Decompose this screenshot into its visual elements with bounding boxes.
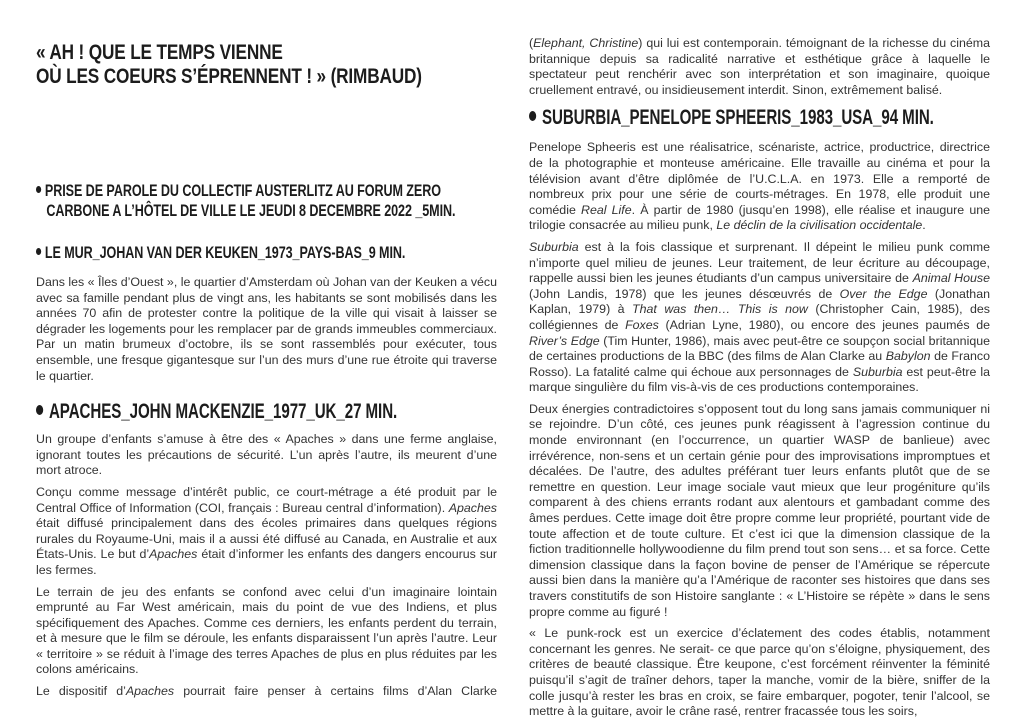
text-run: (Tim Hunter, 1986), mais avec peut-être ce soupçon social britannique de certaines productions de la BBC (des films de Alan Clarke au xyxy=(529,333,990,364)
film-title: Real Life xyxy=(581,202,632,217)
paragraph-suburbia xyxy=(529,240,990,396)
paragraph-le-mur: Dans les « Îles d’Ouest », le quartier d’Amsterdam où Johan van der Keuken a vécu avec sa famille pendant plus de vingt ans, les habitants se sont mobilisés dans les années 70 afin de protester contre la politique de la ville qui visait à laisser se dégrader les logements pour les remplacer par de grands immeubles commerciaux. Par un matin brumeux d’octobre, ils se sont rassemblés pour exécuter, tous ensemble, une fresque gigantesque sur l’un des murs d’une rue étroite qui traverse le quartier. xyxy=(36,275,497,383)
right-column xyxy=(529,36,990,720)
text-run: est à la fois classique et surprenant. Il dépeint le milieu punk comme n’importe quel milieu de jeunes. Leur traitement, de leur écriture au découpage, rappelle aussi bien les jeunes étudiants d’un campus universitaire de xyxy=(529,239,990,286)
film-title: Apaches xyxy=(149,547,198,562)
paragraph-deux-energies: Deux énergies contradictoires s’opposent tout du long sans jamais communiquer ni se rejoindre. D’un côté, ces jeunes punk réagissent à l’agression continue du monde environnant (en l’occurrence, un quartier WASP de banlieue) avec irrévérence, non-sens et un certain génie pour des improvisations impromptues et décalées. De l’autre, des adultes préférant tuer leurs enfants plutôt que de se remettre en question. Leur image sociale vaut mieux que leur progéniture qu’ils comparent à des chiens errants rodant aux alentours et gambadant comme des âmes perdues. Cette image doit être propre comme leur propriété, pourtant vide de toute affection et de toute culture. Et c’est ici que la dimension classique de la fiction traditionnelle hollywoodienne du film prend tout son sens… et sa force. Cette dimension classique dans la façon bovine de penser de l’Amérique se répercute aussi bien dans la manière qu’a l’Amérique de raconter ses histoires que dans ses travers constitutifs de son Histoire sanglante : « L’Histoire se répète » dans le sens propre comme au figuré ! xyxy=(529,401,990,619)
text-run: (Christopher Cain, 1985), des collégiennes de xyxy=(529,302,990,332)
film-title: River’s Edge xyxy=(529,333,600,348)
text-run: (Adrian Lyne, 1980), ou encore des jeunes paumés de xyxy=(658,317,990,332)
title-line-1: « AH ! QUE LE TEMPS VIENNE xyxy=(36,41,283,64)
text-run: (John Landis, 1978) que les jeunes désœuvrés de xyxy=(529,286,840,301)
text-run: ) qui lui est contemporain. témoignant de la richesse du cinéma britannique depuis sa radicalité narrative et esthétique grâce à laquelle le spectateur peut renchérir avec son interprétation et son imaginaire, quoique cruellement entravé, ou insidieusement interdit. Sinon, extrêmement balisé. xyxy=(529,36,990,97)
film-title: Foxes xyxy=(625,317,659,332)
paragraph-apaches-4 xyxy=(36,684,497,700)
text-run: . xyxy=(922,218,926,233)
heading-le-mur xyxy=(36,243,406,263)
paragraph-apaches-2 xyxy=(36,485,497,579)
heading-line-2: CARBONE A L’HÔTEL DE VILLE LE JEUDI 8 DECEMBRE 2022 _5MIN. xyxy=(46,201,456,220)
film-title: Babylon xyxy=(885,349,931,364)
page-title xyxy=(36,41,422,89)
heading-prise-de-parole xyxy=(36,181,456,221)
text-run: . À partir de 1980 (jusqu’en 1998), elle réalise et inaugure une trilogie consacrée au milieu punk, xyxy=(529,202,991,233)
text-run: Le dispositif d’ xyxy=(36,684,126,699)
film-title: Suburbia xyxy=(852,364,903,379)
film-title: Animal House xyxy=(912,271,990,286)
heading-line-1: PRISE DE PAROLE DU COLLECTIF AUSTERLITZ AU FORUM ZERO xyxy=(44,181,441,200)
text-run: pourrait faire penser à certains films d’Alan Clarke xyxy=(174,684,497,699)
text-run: (Jonathan Kaplan, 1979) à xyxy=(529,286,990,317)
film-title: Suburbia xyxy=(529,239,579,254)
text-run: Conçu comme message d’intérêt public, ce court-métrage a été produit par le Central Office of Information (COI, français : Bureau central d’information). xyxy=(36,484,497,515)
film-title: That was then… This is now xyxy=(632,302,808,317)
bullet-icon xyxy=(36,248,41,255)
text-run: de Franco Rosso). La fatalité calme qui échoue aux personnages de xyxy=(529,349,990,379)
film-title: Over the Edge xyxy=(839,286,928,301)
bullet-icon xyxy=(529,111,536,121)
paragraph-punk-rock-quote: « Le punk-rock est un exercice d’éclatement des codes établis, notamment concernant les genres. Ne serait- ce que parce qu’on s’éloigne, physiquement, des critères de beauté classique. Être keupone, c’est forcément réinventer la féminité puisqu’il s’agit de traîner dehors, taper la manche, vomir de la bière, sniffer de la colle jusqu’à rester les bras en croix, se faire embarquer, pogoter, tenir l’alcool, se mettre à la guitare, avoir le crâne rasé, rentrer fracassée tous les soirs, xyxy=(529,626,990,719)
paragraph-alan-clarke-continued xyxy=(529,36,990,98)
text-run: ( xyxy=(529,36,534,50)
text-run: est peut-être la marque singulière du film vis-à-vis de ces productions contemporaines. xyxy=(529,364,990,395)
text-run: était d’informer les enfants des dangers encourus sur les fermes. xyxy=(36,547,497,577)
paragraph-apaches-1: Un groupe d’enfants s’amuse à être des « Apaches » dans une ferme anglaise, ignorant toutes les précautions de sécurité. L’un après l’autre, ils meurent d’une mort atroce. xyxy=(36,432,497,478)
film-title: Le déclin de la civilisation occidentale xyxy=(716,218,923,233)
film-title: Elephant, Christine xyxy=(533,36,639,50)
heading-text: APACHES_JOHN MACKENZIE_1977_UK_27 MIN. xyxy=(48,400,398,424)
text-run: Penelope Spheeris est une réalisatrice, scénariste, actrice, productrice, directrice de la photographie et monteuse américaine. Elle travaille au cinéma et pour la télévision avant d’être diplômée de l’U.C.L.A. en 1973. Elle a remporté de nombreux prix pour une série de courts-métrages. En 1978, elle produit une comédie xyxy=(529,140,990,217)
film-title: Apaches xyxy=(448,500,497,515)
text-run: était diffusé principalement dans des écoles primaires dans quelques régions rurales du Royaume-Uni, mais il a aussi été diffusé au Canada, en Australie et aux États-Unis. Le but d’ xyxy=(36,516,497,562)
heading-text: SUBURBIA_PENELOPE SPHEERIS_1983_USA_94 MIN. xyxy=(541,106,934,130)
heading-suburbia xyxy=(529,106,934,130)
bullet-icon xyxy=(36,186,41,193)
paragraph-penelope xyxy=(529,140,990,234)
film-title: Apaches xyxy=(125,684,175,699)
paragraph-apaches-3: Le terrain de jeu des enfants se confond avec celui d’un imaginaire lointain emprunté au Far West américain, mais du point de vue des Indiens, et plus spécifiquement des Apaches. Comme ces derniers, les enfants perdent du terrain, et à mesure que le film se déroule, les enfants disparaissent l’un après l’autre. Leur « territoire » se réduit à l’image des terres Apaches de plus en plus réduites par les colons américains. xyxy=(36,584,497,677)
heading-apaches xyxy=(36,400,398,424)
title-line-2: OÙ LES COEURS S’ÉPRENNENT ! » (RIMBAUD) xyxy=(36,65,422,88)
heading-text: LE MUR_JOHAN VAN DER KEUKEN_1973_PAYS-BAS_9 MIN. xyxy=(44,243,406,262)
bullet-icon xyxy=(36,405,43,415)
left-column xyxy=(36,0,497,700)
